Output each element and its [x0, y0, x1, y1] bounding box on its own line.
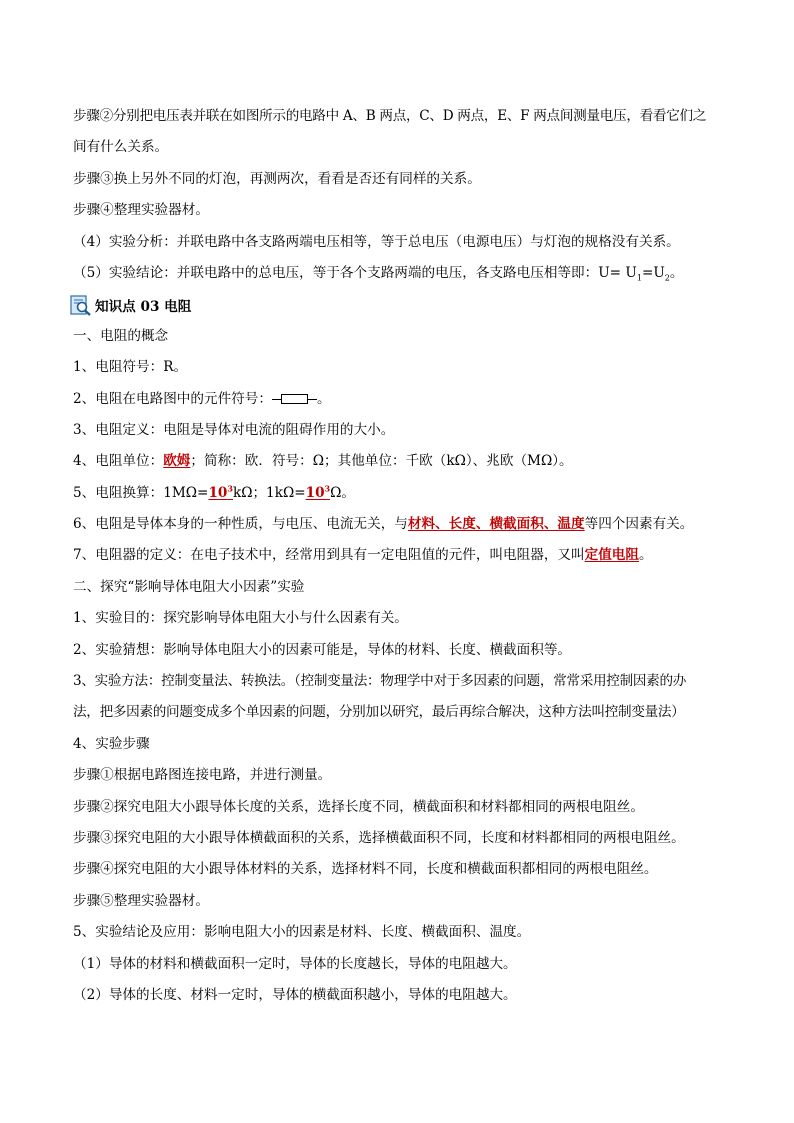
conversion-line: 5、电阻换算：$1M\Omega=10^3k\Omega$；$1k\Omega=10^3\Omega$。: [73, 483, 355, 501]
knowledge-point-title: 知识点 03 电阻: [95, 299, 192, 316]
text-line: 法，把多因素的问题变成多个单因素的问题，分别加以研究，最后再综合解决，这种方法叫控制变量法）: [73, 704, 685, 721]
document-page: [73, 101, 733, 1011]
text-line: （4）实验分析：并联电路中各支路两端电压相等，等于总电压（电源电压）与灯泡的规格没有关系。: [73, 233, 680, 250]
text-line: 步骤⑤整理实验器材。: [73, 892, 209, 909]
section-heading: 一、电阻的概念: [73, 327, 169, 344]
text-line: 步骤①根据电路图连接电路，并进行测量。: [73, 767, 332, 784]
text-line: 步骤②分别把电压表并联在如图所示的电路中 A、B 两点，C、D 两点，E、F 两点间测量电压，看看它们之: [73, 108, 707, 124]
knowledge-point-heading: [73, 289, 733, 320]
text-line: 1、实验目的：探究影响导体电阻大小与什么因素有关。: [73, 610, 408, 627]
text-line: 步骤③换上另外不同的灯泡，再测两次，看看是否还有同样的关系。: [73, 170, 481, 187]
text-line: 步骤④探究电阻的大小跟导体材料的关系，选择材料不同，长度和横截面积都相同的两根电阻丝。: [73, 861, 658, 878]
text-line: 间有什么关系。: [73, 139, 169, 156]
property-line: 6、电阻是导体本身的一种性质，与电压、电流无关，与材料、长度、横截面积、温度等四个因素有关。: [73, 516, 694, 533]
unit-line: 4、电阻单位：欧姆；简称：欧．符号：Ω；其他单位：千欧（kΩ）、兆欧（MΩ）。: [73, 453, 573, 470]
text-line: 1、电阻符号：R。: [73, 359, 188, 376]
text-line: （2）导体的长度、材料一定时，导体的横截面积越小，导体的电阻越大。: [73, 986, 517, 1003]
magnifier-book-icon: [70, 294, 92, 316]
text-line: 4、实验步骤: [73, 735, 150, 752]
text-line: 步骤④整理实验器材。: [73, 202, 209, 219]
text-line: 3、电阻定义：电阻是导体对电流的阻碍作用的大小。: [73, 421, 395, 438]
circuit-symbol-line: 2、电阻在电路图中的元件符号： 。: [73, 390, 331, 407]
text-line: 2、实验猜想：影响导体电阻大小的因素可能是，导体的材料、长度、横截面积等。: [73, 641, 572, 658]
text-line: 3、实验方法：控制变量法、转换法。（控制变量法：物理学中对于多因素的问题，常常采用控制因素的办: [73, 673, 687, 690]
conclusion-line: （5）实验结论：并联电路中的总电压，等于各个支路两端的电压，各支路电压相等即：$U= U_1=U_2$。: [73, 264, 684, 283]
section-heading: 二、探究“影响导体电阻大小因素”实验: [73, 578, 305, 595]
resistor-symbol-icon: [272, 394, 317, 404]
text-line: （1）导体的材料和横截面积一定时，导体的长度越长，导体的电阻越大。: [73, 955, 517, 972]
text-line: 步骤②探究电阻大小跟导体长度的关系，选择长度不同，横截面积和材料都相同的两根电阻丝。: [73, 798, 644, 815]
text-line: 5、实验结论及应用：影响电阻大小的因素是材料、长度、横截面积、温度。: [73, 924, 531, 941]
text-line: 步骤③探究电阻的大小跟导体横截面积的关系，选择横截面积不同，长度和材料都相同的两根电阻丝。: [73, 829, 685, 846]
resistor-definition-line: 7、电阻器的定义：在电子技术中，经常用到具有一定电阻值的元件，叫电阻器，又叫定值电阻。: [73, 547, 653, 564]
